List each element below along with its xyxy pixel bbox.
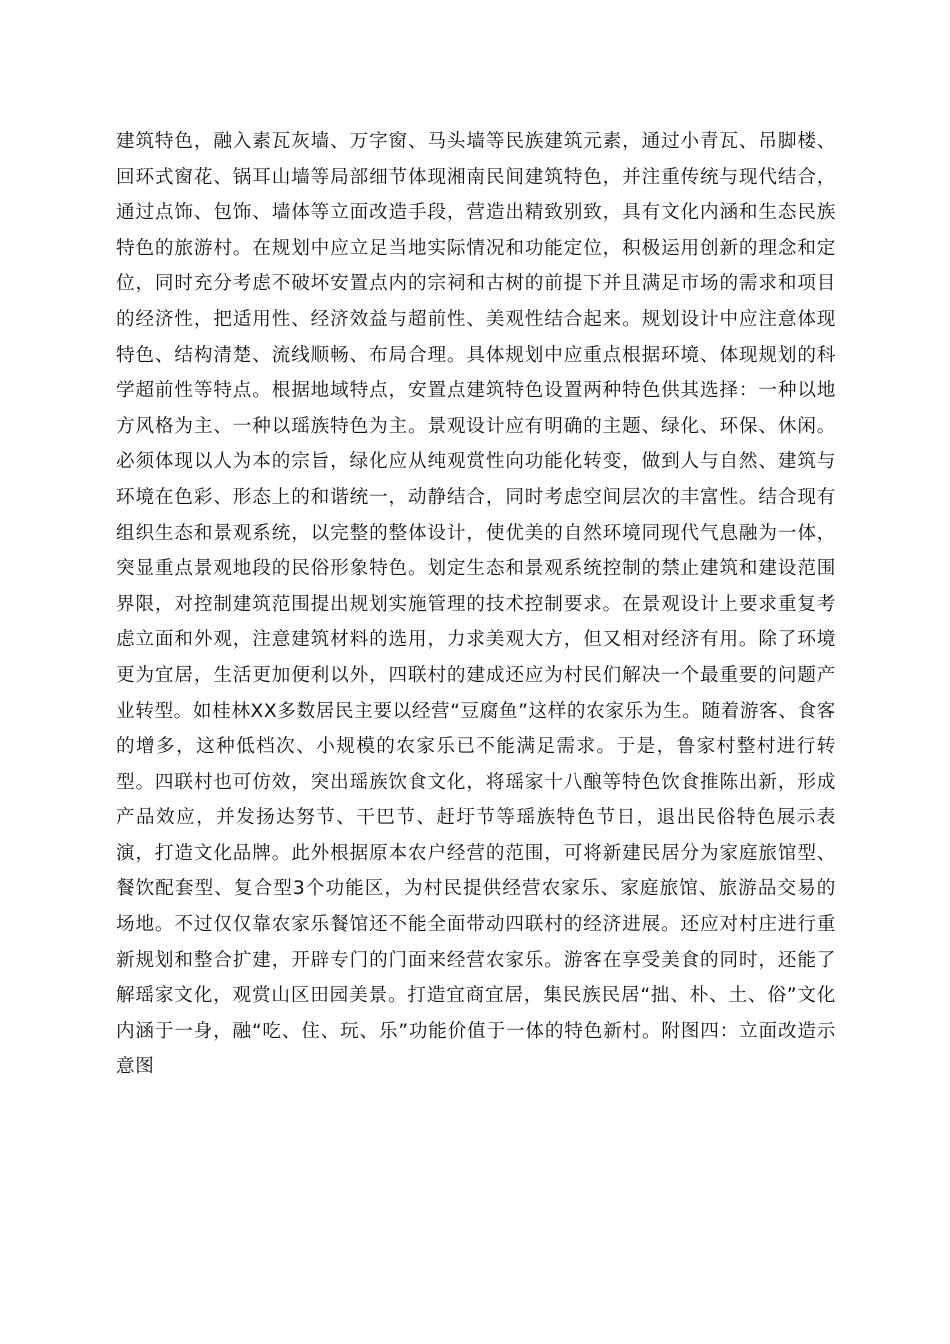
body-paragraph: 建筑特色，融入素瓦灰墙、万字窗、马头墙等民族建筑元素，通过小青瓦、吊脚楼、回环式窗花、锅耳山墙等局部细节体现湘南民间建筑特色，并注重传统与现代结合，通过点饰、包饰、墙体等立面改造手段，营造出精致别致，具有文化内涵和生态民族特色的旅游村。在规划中应立足当地实际情况和功能定位，积极运用创新的理念和定位，同时充分考虑不破坏安置点内的宗祠和古树的前提下并且满足市场的需求和项目的经济性，把适用性、经济效益与超前性、美观性结合起来。规划设计中应注意体现特色、结构清楚、流线顺畅、布局合理。具体规划中应重点根据环境、体现规划的科学超前性等特点。根据地域特点，安置点建筑特色设置两种特色供其选择：一种以地方风格为主、一种以瑶族特色为主。景观设计应有明确的主题、绿化、环保、休闲。必须体现以人为本的宗旨，绿化应从纯观赏性向功能化转变，做到人与自然、建筑与环境在色彩、形态上的和谐统一，动静结合，同时考虑空间层次的丰富性。结合现有组织生态和景观系统，以完整的整体设计，使优美的自然环境同现代气息融为一体，突显重点景观地段的民俗形象特色。划定生态和景观系统控制的禁止建筑和建设范围界限，对控制建筑范围提出规划实施管理的技术控制要求。在景观设计上要求重复考虑立面和外观，注意建筑材料的选用，力求美观大方，但又相对经济有用。除了环境更为宜居，生活更加便利以外，四联村的建成还应为村民们解决一个最重要的问题产业转型。如桂林XX多数居民主要以经营“豆腐鱼”这样的农家乐为生。随着游客、食客的增多，这种低档次、小规模的农家乐已不能满足需求。于是，鲁家村整村进行转型。四联村也可仿效，突出瑶族饮食文化，将瑶家十八酿等特色饮食推陈出新，形成产品效应，并发扬达努节、干巴节、赶圩节等瑶族特色节日，退出民俗特色展示表演，打造文化品牌。此外根据原本农户经营的范围，可将新建民居分为家庭旅馆型、餐饮配套型、复合型3个功能区，为村民提供经营农家乐、家庭旅馆、旅游品交易的场地。不过仅仅靠农家乐餐馆还不能全面带动四联村的经济进展。还应对村庄进行重新规划和整合扩建，开辟专门的门面来经营农家乐。游客在享受美食的同时，还能了解瑶家文化，观赏山区田园美景。打造宜商宜居，集民族民居“拙、朴、土、俗”文化内涵于一身，融“吃、住、玩、乐”功能价值于一体的特色新村。附图四：立面改造示意图 [116,131,836,1078]
